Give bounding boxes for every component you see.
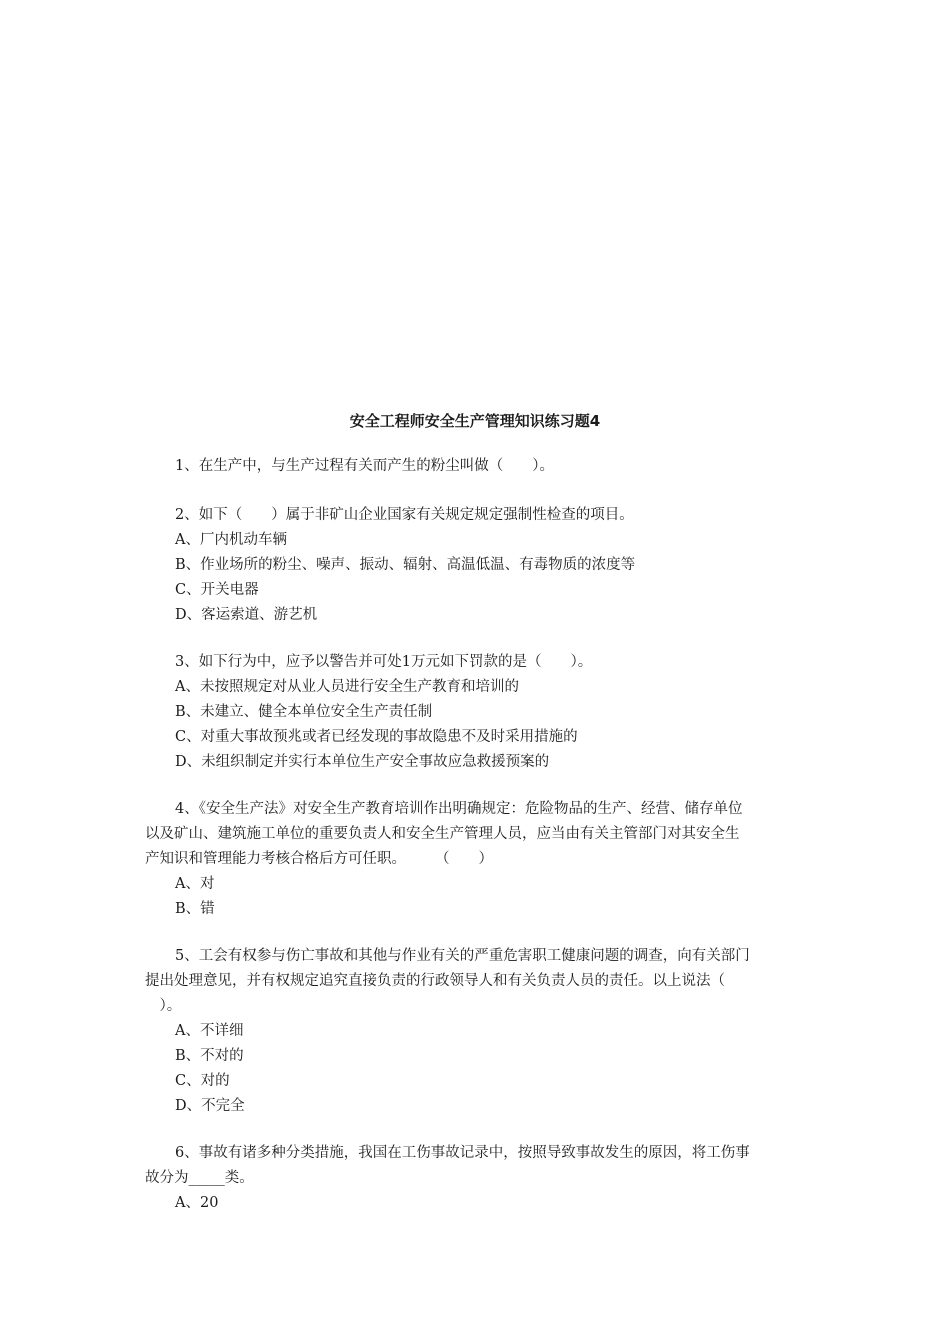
question-5-line-1: 5、工会有权参与伤亡事故和其他与作业有关的严重危害职工健康问题的调查，向有关部门 [175,948,750,964]
question-4-option-b: B、错 [175,901,215,917]
question-4-line-2: 以及矿山、建筑施工单位的重要负责人和安全生产管理人员，应当由有关主管部门对其安全生 [145,826,740,842]
question-6-option-a: A、20 [175,1195,219,1211]
question-5-option-b: B、不对的 [175,1048,244,1064]
question-2-option-b: B、作业场所的粉尘、噪声、振动、辐射、高温低温、有毒物质的浓度等 [175,557,636,573]
question-5-line-3: ）。 [145,998,182,1014]
question-3-option-b: B、未建立、健全本单位安全生产责任制 [175,704,433,720]
question-3-option-c: C、对重大事故预兆或者已经发现的事故隐患不及时采用措施的 [175,729,578,745]
question-6-line-2: 故分为_____类。 [145,1170,254,1186]
question-5-option-a: A、不详细 [175,1023,244,1039]
question-4-line-3: 产知识和管理能力考核合格后方可任职。 （ ） [145,851,493,867]
question-3-line-1: 3、如下行为中，应予以警告并可处1万元如下罚款的是（ ）。 [175,654,593,670]
question-3-option-d: D、未组织制定并实行本单位生产安全事故应急救援预案的 [175,754,550,770]
question-6-line-1: 6、事故有诸多种分类措施，我国在工伤事故记录中，按照导致事故发生的原因，将工伤事 [175,1145,750,1161]
question-3-option-a: A、未按照规定对从业人员进行安全生产教育和培训的 [175,679,519,695]
question-5-option-c: C、对的 [175,1073,230,1089]
question-4-line-1: 4、《安全生产法》对安全生产教育培训作出明确规定：危险物品的生产、经营、储存单位 [175,801,743,817]
question-2-option-a: A、厂内机动车辆 [175,532,287,548]
question-1-line-1: 1、在生产中，与生产过程有关而产生的粉尘叫做（ ）。 [175,458,554,474]
question-2-option-c: C、开关电器 [175,582,259,598]
question-5-option-d: D、不完全 [175,1098,245,1114]
document-title: 安全工程师安全生产管理知识练习题4 [349,412,601,430]
question-2-option-d: D、客运索道、游艺机 [175,607,318,623]
question-4-option-a: A、对 [175,876,215,892]
question-2-line-1: 2、如下（ ）属于非矿山企业国家有关规定规定强制性检查的项目。 [175,507,634,523]
question-5-line-2: 提出处理意见，并有权规定追究直接负责的行政领导人和有关负责人员的责任。以上说法（ [145,973,725,989]
